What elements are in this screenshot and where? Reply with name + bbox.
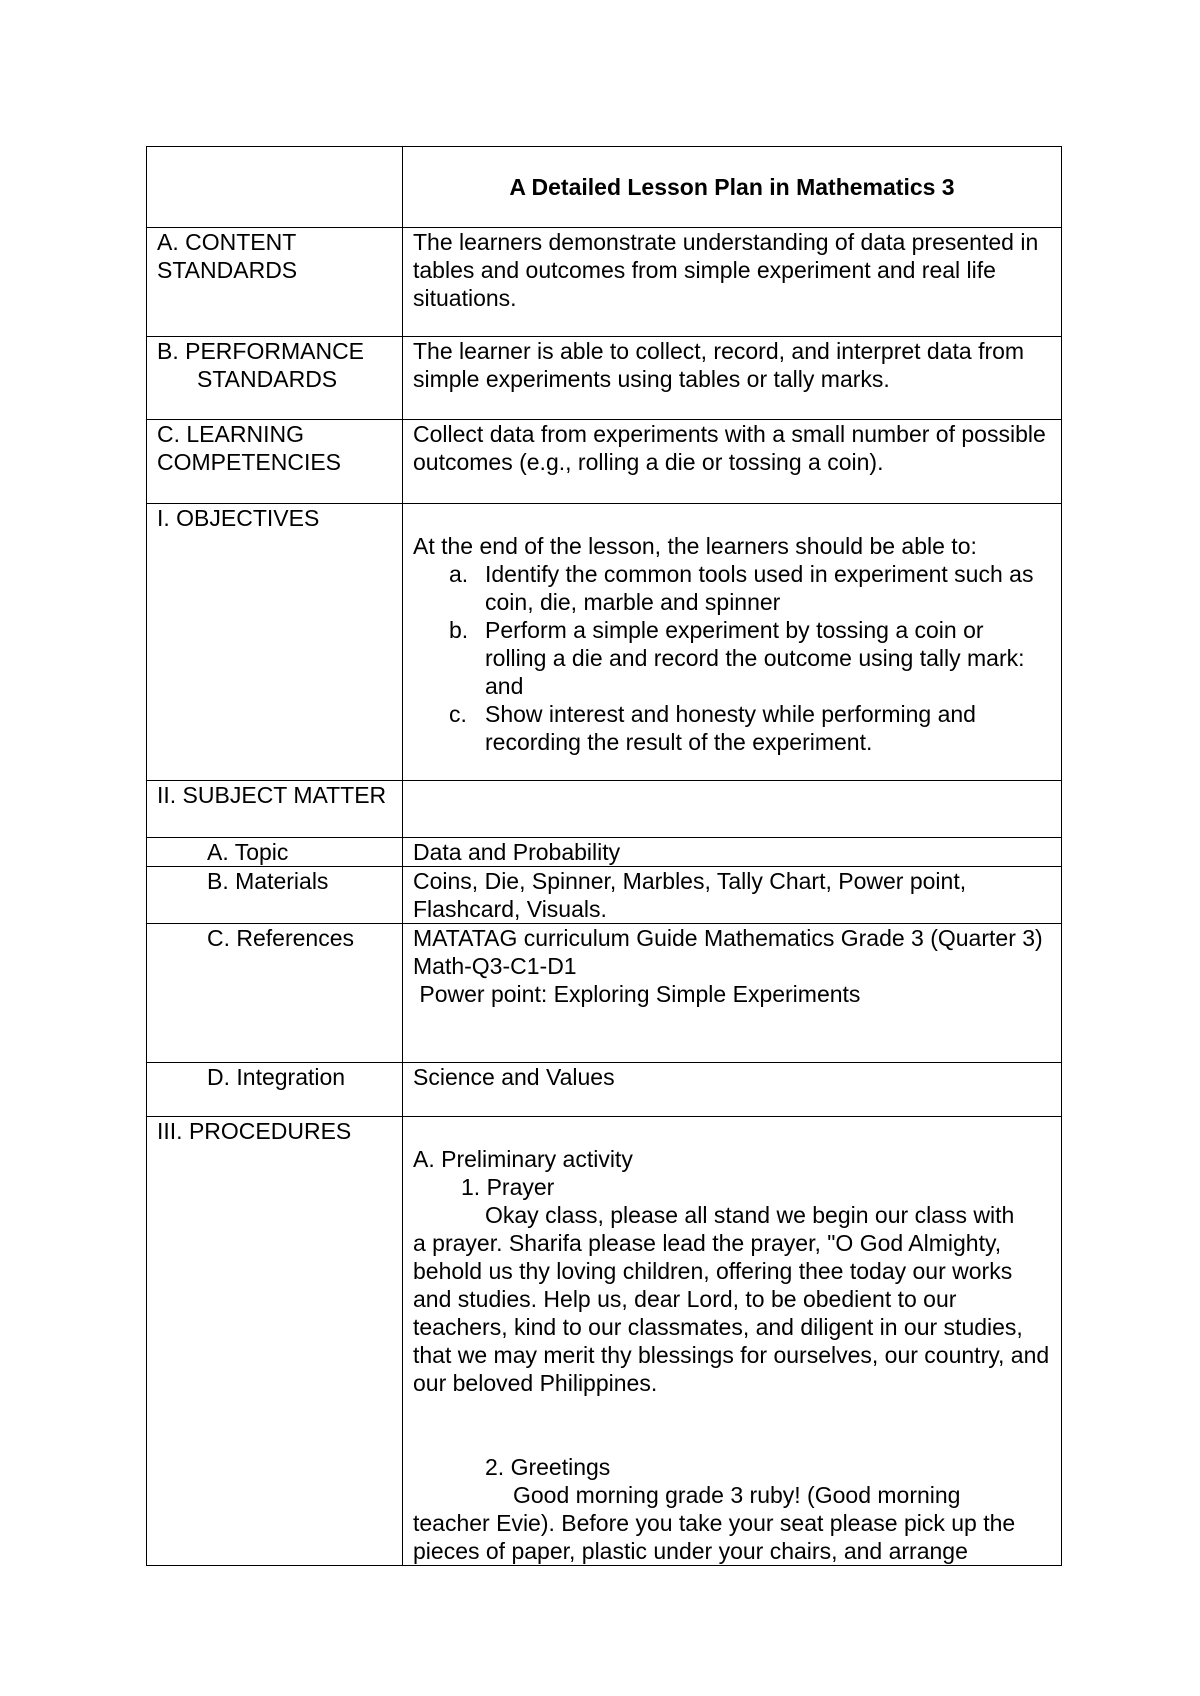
objective-item-b (413, 616, 1051, 700)
prayer-first-line: Okay class, please all stand we begin our class with (485, 1202, 1015, 1228)
content-standards-label: A. CONTENT STANDARDS (147, 228, 403, 337)
integration-text: Science and Values (403, 1063, 1062, 1117)
objective-text: Perform a simple experiment by tossing a coin or rolling a die and record the outcome using tally mark: and (485, 617, 1025, 699)
lesson-title: A Detailed Lesson Plan in Mathematics 3 (403, 147, 1062, 228)
learning-competencies-text: Collect data from experiments with a small number of possible outcomes (e.g., rolling a die or tossing a coin). (403, 420, 1062, 504)
topic-text: Data and Probability (403, 838, 1062, 867)
performance-standards-text: The learner is able to collect, record, and interpret data from simple experiments using tables or tally marks. (403, 337, 1062, 420)
integration-row (147, 1063, 1062, 1117)
references-row (147, 924, 1062, 1063)
greetings-text: teacher Evie). Before you take your seat please pick up the pieces of paper, plastic under your chairs, and arrange (413, 1510, 1016, 1564)
lesson-plan-table (146, 146, 1062, 1566)
subject-matter-row (147, 781, 1062, 838)
objective-text: Identify the common tools used in experiment such as coin, die, marble and spinner (485, 561, 1034, 615)
title-blank-cell (147, 147, 403, 228)
greetings-heading: 2. Greetings (485, 1454, 611, 1480)
title-row (147, 147, 1062, 228)
objective-marker: a. (449, 561, 469, 587)
preliminary-heading: A. Preliminary activity (413, 1146, 633, 1172)
procedures-spacer (413, 1117, 1051, 1145)
materials-label: B. Materials (147, 867, 403, 924)
content-standards-row (147, 228, 1062, 337)
greetings-first-line: Good morning grade 3 ruby! (Good morning (513, 1482, 961, 1508)
reference-code: Math-Q3-C1-D1 (413, 953, 577, 979)
objective-marker: b. (449, 617, 469, 643)
subject-matter-blank (403, 781, 1062, 838)
materials-text: Coins, Die, Spinner, Marbles, Tally Chart, Power point, Flashcard, Visuals. (403, 867, 1062, 924)
objective-marker: c. (449, 701, 467, 727)
objectives-label: I. OBJECTIVES (147, 504, 403, 781)
integration-label: D. Integration (147, 1063, 403, 1117)
objectives-list (413, 560, 1051, 756)
materials-row (147, 867, 1062, 924)
objectives-content (403, 504, 1062, 781)
procedures-content (403, 1117, 1062, 1566)
learning-competencies-label: C. LEARNING COMPETENCIES (147, 420, 403, 504)
prayer-spacer-2 (413, 1425, 1051, 1453)
prayer-text: a prayer. Sharifa please lead the prayer, "O God Almighty, behold us thy loving children, offering thee today our works and studies. Help us, dear Lord, to be obedient to our teachers, kind to our classmates, and diligent in our studies, that we may merit thy blessings for ourselves, our country, and our beloved Philippines. (413, 1230, 1050, 1396)
reference-curriculum: MATATAG curriculum Guide Mathematics Grade 3 (Quarter 3) (413, 925, 1043, 951)
procedures-row (147, 1117, 1062, 1566)
performance-label-line2: STANDARDS (197, 366, 338, 392)
topic-row (147, 838, 1062, 867)
objectives-row (147, 504, 1062, 781)
content-standards-text: The learners demonstrate understanding of data presented in tables and outcomes from simple experiment and real life situations. (403, 228, 1062, 337)
performance-standards-row (147, 337, 1062, 420)
objective-text: Show interest and honesty while performing and recording the result of the experiment. (485, 701, 976, 755)
references-label: C. References (147, 924, 403, 1063)
performance-label-line1: B. PERFORMANCE (157, 338, 365, 364)
reference-powerpoint: Power point: Exploring Simple Experiments (413, 981, 861, 1007)
procedures-label: III. PROCEDURES (147, 1117, 403, 1566)
references-content (403, 924, 1062, 1063)
subject-matter-label: II. SUBJECT MATTER (147, 781, 403, 838)
objective-item-c (413, 700, 1051, 756)
learning-competencies-row (147, 420, 1062, 504)
prayer-heading: 1. Prayer (461, 1174, 555, 1200)
performance-standards-label (147, 337, 403, 420)
topic-label: A. Topic (147, 838, 403, 867)
objectives-intro: At the end of the lesson, the learners should be able to: (413, 533, 977, 559)
objectives-spacer (413, 504, 1051, 532)
prayer-spacer-1 (413, 1397, 1051, 1425)
objective-item-a (413, 560, 1051, 616)
